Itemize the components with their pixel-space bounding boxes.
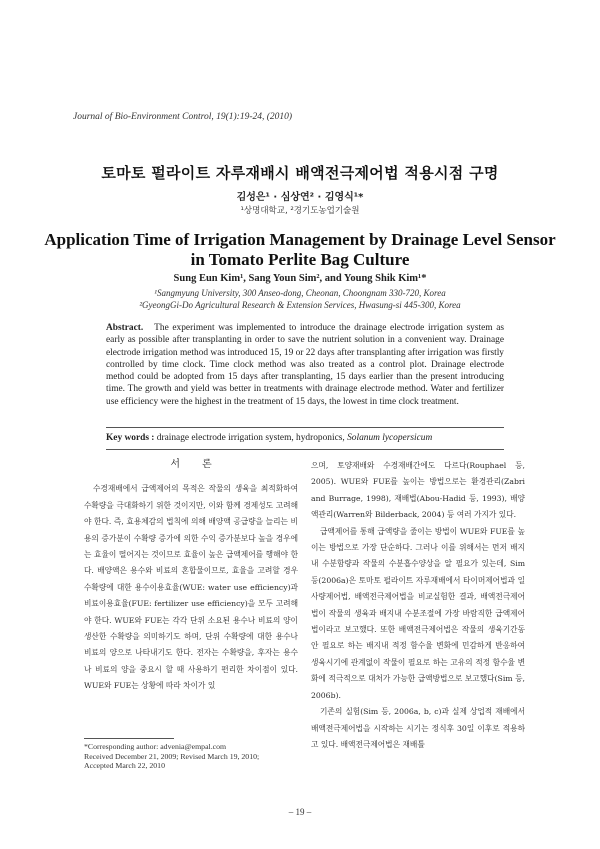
keywords-text: drainage electrode irrigation system, hydroponics, — [156, 433, 345, 443]
english-affiliations — [0, 287, 600, 311]
english-authors: Sung Eun Kim¹, Sang Youn Sim², and Young Shik Kim¹* — [173, 273, 427, 284]
abstract — [106, 322, 504, 408]
keywords-italic: Solanum lycopersicum — [347, 433, 433, 443]
footnote — [84, 742, 314, 771]
abstract-label: Abstract. — [106, 323, 144, 333]
received-date: Received December 21, 2009; Revised March 19, 2010; — [84, 751, 260, 761]
keywords-top-rule — [106, 427, 504, 428]
keywords-label: Key words : — [106, 433, 155, 443]
keywords — [106, 433, 504, 443]
abstract-text: The experiment was implemented to introduce the drainage electrode irrigation system as early as possible after transplanting in order to save the nutrient solution in a convenient way. Drainage electrode irrigation method was introduced 15, 19 or 22 days after transplanting after irrigation was firstly controlled by time clock. Time clock method was also treated as a control plot. Drainage electrode method could be adopted from 15 days after transplanting, 15 days earlier than the present introducing time. The growth and yield was better in treatments with drainage electrode method. Water and fertilizer use efficiency were the highest in the treatment of 15 days, the lowest in time clock treatment. — [106, 323, 505, 407]
right-column — [311, 458, 525, 753]
footnote-rule — [84, 738, 174, 739]
korean-authors: 김성은¹ · 심상연² · 김영식¹* — [236, 192, 364, 203]
accepted-date: Accepted March 22, 2010 — [84, 761, 165, 770]
english-title: Application Time of Irrigation Management by Drainage Level Sensor in Tomato Perlite Bag Culture — [44, 230, 556, 269]
right-paragraph-2: 급액제어를 통해 급액량을 줄이는 방법이 WUE와 FUE를 높이는 방법으로 가장 단순하다. 그러나 이를 위해서는 먼저 배지내 수분함량과 작물의 수분흡수양상을 알 필요가 있는데, Sim 등(2006a)은 토마토 펄라이트 자루재배에서 타이머제어법과 일사량제어법, 배액전극제어법을 비교실험한 결과, 배액전극제어법이 작물의 생육과 배지내 수분조절에 가장 바람직한 급액제어법이라고 보고했다. 또한 배액전극제어법은 작물의 생육기간동안 필요로 하는 배지내 적정 함수율 변화에 민감하게 반응하여 생육시기에 관계없이 작물이 필요로 하는 고유의 적정 함수율 변화에 적극적으로 대처가 가능한 급액방법으로 보고했다(Sim 등, 2006b). — [311, 526, 525, 700]
left-column — [84, 459, 298, 695]
affiliation-1: ¹Sangmyung University, 300 Anseo-dong, Cheonan, Choongnam 330-720, Korea — [154, 288, 446, 298]
korean-title: 토마토 펄라이트 자루재배시 배액전극제어법 적용시점 구명 — [101, 164, 499, 182]
corresponding-author: *Corresponding author: advenia@empal.com — [84, 742, 227, 751]
page-number: – 19 – — [288, 807, 312, 817]
left-paragraph: 수경재배에서 급액제어의 목적은 작물의 생육을 최적화하여 수확량을 극대화하기 위한 것이지만, 이와 함께 경제성도 고려해야 한다. 즉, 효용체감의 법칙에 의해 배양액 공급량을 늘리는 비용의 증가분이 수확량 증가에 의한 수익 증가분보다 높을 경우에는 효율이 떨어지는 것이므로 효율이 높은 급액제어를 행해야 한다. 배양액은 용수와 비료의 혼합물이므로, 효율을 고려할 경우 수확량에 대한 용수이용효율(WUE: water use efficiency)과 비료이용효율(FUE: fertilizer use efficiency)을 모두 고려해야 한다. WUE와 FUE는 각각 단위 소요된 용수나 비료의 양이 생산한 수확량을 의미하기도 하며, 단위 수확량에 대한 용수나 비료의 양으로 나타내기도 한다. 전자는 수확량을, 후자는 용수나 비료의 양을 중요시 할 때 사용하기 편리한 차이점이 있다. WUE와 FUE는 상황에 따라 차이가 있 — [84, 484, 298, 691]
right-paragraph-1: 으며, 토양재배와 수경재배간에도 다르다(Rouphael 등, 2005). WUE와 FUE를 높이는 방법으로는 환경관리(Zabri and Burrage, 1998), 재배법(Abou-Hadid 등, 1993), 배양액관리(Warren와 Bilderback, 2004) 등 여러 가지가 있다. — [311, 461, 525, 520]
keywords-bottom-rule — [106, 449, 504, 450]
korean-affiliations: ¹상명대학교, ²경기도농업기술원 — [240, 206, 360, 216]
section-heading: 서론 — [170, 459, 234, 470]
affiliation-2: ²GyeongGi-Do Agricultural Research & Extension Services, Hwasung-si 445-300, Korea — [139, 300, 461, 310]
journal-citation: Journal of Bio-Environment Control, 19(1):19-24, (2010) — [73, 112, 293, 122]
right-paragraph-3: 기존의 실험(Sim 등, 2006a, b, c)과 실제 상업적 재배에서 배액전극제어법을 시작하는 시기는 정식후 30일 이후로 적용하고 있다. 배액전극제어법은 재배틀 — [311, 707, 525, 749]
